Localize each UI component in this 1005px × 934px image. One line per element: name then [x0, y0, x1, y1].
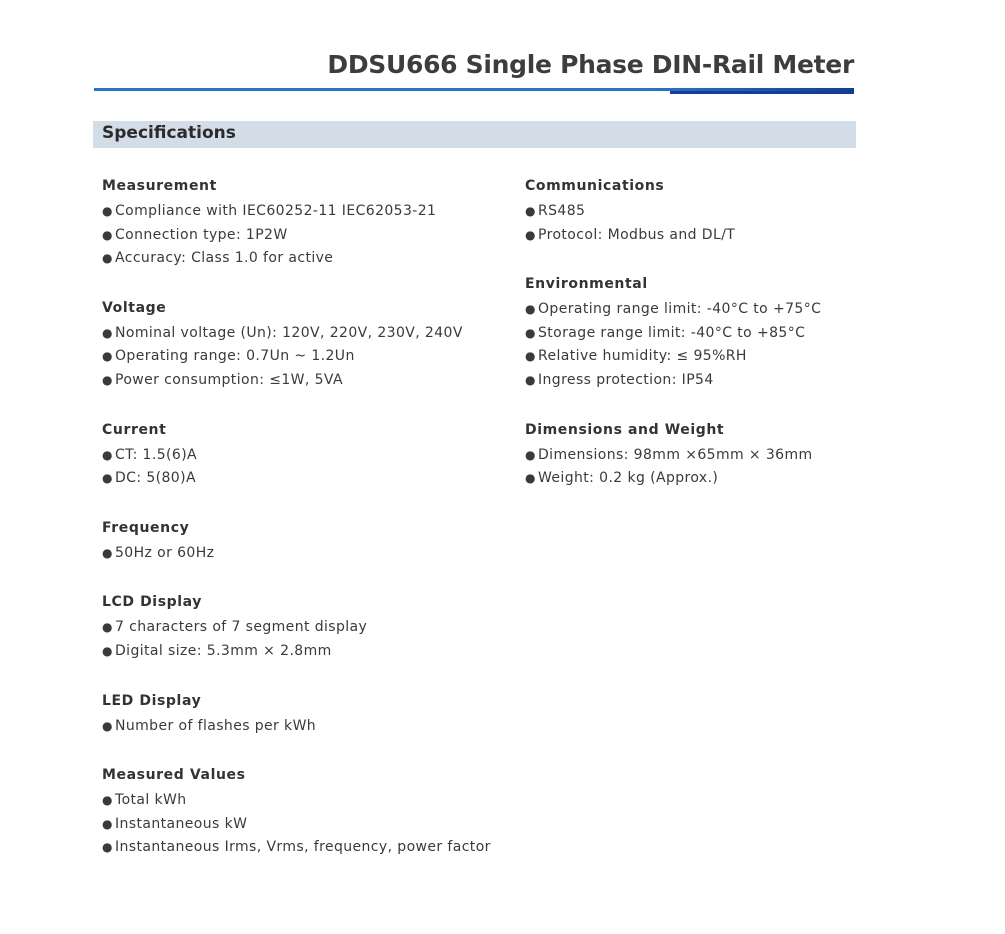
- section-heading: Measurement: [102, 178, 217, 194]
- left-spec-column: [102, 172, 522, 883]
- bullet-icon: ●: [102, 349, 113, 364]
- spec-list: [102, 200, 522, 271]
- spec-item: [102, 789, 522, 813]
- section-heading: Frequency: [102, 519, 190, 536]
- spec-item-text: Nominal voltage (Un): 120V, 220V, 230V, 240V: [115, 324, 463, 341]
- bullet-icon: ●: [102, 372, 113, 387]
- bullet-icon: ●: [102, 718, 113, 733]
- spec-section-environmental: [525, 270, 945, 392]
- spec-item-text: RS485: [538, 203, 586, 219]
- bullet-icon: ●: [525, 349, 536, 364]
- spec-item: [525, 200, 945, 224]
- spec-item: [525, 345, 945, 369]
- specifications-bar: [93, 121, 856, 148]
- bullet-icon: ●: [102, 793, 113, 808]
- spec-item-text: Relative humidity: ≤ 95%RH: [538, 348, 747, 365]
- section-heading: Current: [102, 421, 167, 438]
- spec-item-text: Total kWh: [115, 792, 187, 809]
- spec-section-dimensions-and-weight: [525, 416, 945, 491]
- section-heading: Voltage: [102, 299, 167, 316]
- spec-item: [102, 369, 522, 393]
- spec-item-text: Instantaneous kW: [115, 815, 248, 832]
- section-heading: Communications: [525, 178, 665, 194]
- bullet-icon: ●: [102, 816, 113, 831]
- spec-item-text: Protocol: Modbus and DL/T: [538, 226, 736, 243]
- spec-item-text: Power consumption: ≤1W, 5VA: [115, 371, 343, 388]
- spec-item: [102, 200, 522, 224]
- spec-item: [102, 715, 522, 739]
- bullet-icon: ●: [525, 325, 536, 340]
- bullet-icon: ●: [102, 471, 113, 486]
- bullet-icon: ●: [102, 325, 113, 340]
- section-heading: Dimensions and Weight: [525, 421, 725, 438]
- spec-item-text: Operating range limit: -40°C to +75°C: [538, 301, 822, 318]
- spec-item-text: Accuracy: Class 1.0 for active: [115, 250, 334, 267]
- bullet-icon: ●: [102, 620, 113, 635]
- spec-item-text: CT: 1.5(6)A: [115, 446, 198, 463]
- spec-item: [525, 369, 945, 393]
- section-heading: LED Display: [102, 692, 202, 709]
- spec-item: [102, 616, 522, 640]
- spec-item: [525, 224, 945, 248]
- spec-list: [525, 200, 945, 247]
- bullet-icon: ●: [525, 447, 536, 462]
- spec-item: [102, 247, 522, 271]
- spec-item-text: Ingress protection: IP54: [538, 371, 714, 388]
- spec-item-text: Number of flashes per kWh: [115, 717, 317, 734]
- spec-item: [102, 813, 522, 837]
- spec-item: [525, 467, 945, 491]
- right-spec-column: [525, 172, 945, 514]
- section-heading: LCD Display: [102, 594, 203, 611]
- bullet-icon: ●: [525, 471, 536, 486]
- section-heading: Environmental: [525, 276, 648, 293]
- spec-item: [102, 542, 522, 566]
- bullet-icon: ●: [525, 372, 536, 387]
- bullet-icon: ●: [102, 204, 113, 218]
- spec-section-communications: [525, 172, 945, 247]
- specifications-heading: Specifications: [102, 123, 236, 143]
- spec-item-text: Digital size: 5.3mm × 2.8mm: [115, 642, 332, 659]
- spec-section-frequency: [102, 514, 522, 566]
- spec-item: [102, 322, 522, 346]
- spec-list: [525, 298, 945, 392]
- spec-item: [102, 467, 522, 491]
- spec-list: [102, 322, 522, 393]
- title-underline-accent: [670, 91, 854, 94]
- bullet-icon: ●: [525, 302, 536, 317]
- section-heading: Measured Values: [102, 767, 246, 784]
- spec-item: [525, 298, 945, 322]
- spec-section-led-display: [102, 687, 522, 739]
- spec-item-text: 7 characters of 7 segment display: [115, 619, 368, 636]
- spec-item-text: DC: 5(80)A: [115, 470, 196, 487]
- spec-item-text: Connection type: 1P2W: [115, 226, 288, 243]
- spec-item-text: Dimensions: 98mm ×65mm × 36mm: [538, 446, 813, 463]
- spec-item: [102, 836, 522, 860]
- spec-item: [102, 640, 522, 664]
- spec-item-text: Storage range limit: -40°C to +85°C: [538, 324, 806, 341]
- spec-section-measurement: [102, 172, 522, 271]
- bullet-icon: ●: [525, 204, 536, 218]
- spec-item: [525, 322, 945, 346]
- spec-list: [102, 789, 522, 860]
- spec-item: [102, 345, 522, 369]
- spec-list: [102, 616, 522, 663]
- spec-section-measured-values: [102, 761, 522, 860]
- spec-item: [525, 444, 945, 468]
- spec-item-text: Operating range: 0.7Un ~ 1.2Un: [115, 348, 355, 365]
- spec-section-voltage: [102, 294, 522, 393]
- spec-item-text: Compliance with IEC60252-11 IEC62053-21: [115, 203, 437, 219]
- bullet-icon: ●: [102, 251, 113, 266]
- spec-item: [102, 224, 522, 248]
- page-title: DDSU666 Single Phase DIN-Rail Meter: [327, 50, 854, 79]
- spec-section-current: [102, 416, 522, 491]
- spec-item-text: 50Hz or 60Hz: [115, 544, 215, 561]
- spec-item-text: Instantaneous Irms, Vrms, frequency, power factor: [115, 839, 491, 856]
- bullet-icon: ●: [102, 227, 113, 242]
- bullet-icon: ●: [102, 447, 113, 462]
- spec-list: [102, 444, 522, 491]
- spec-list: [102, 715, 522, 739]
- spec-section-lcd-display: [102, 588, 522, 663]
- bullet-icon: ●: [525, 227, 536, 242]
- bullet-icon: ●: [102, 643, 113, 658]
- spec-list: [102, 542, 522, 566]
- bullet-icon: ●: [102, 545, 113, 560]
- spec-list: [525, 444, 945, 491]
- bullet-icon: ●: [102, 840, 113, 855]
- spec-item-text: Weight: 0.2 kg (Approx.): [538, 470, 719, 487]
- spec-item: [102, 444, 522, 468]
